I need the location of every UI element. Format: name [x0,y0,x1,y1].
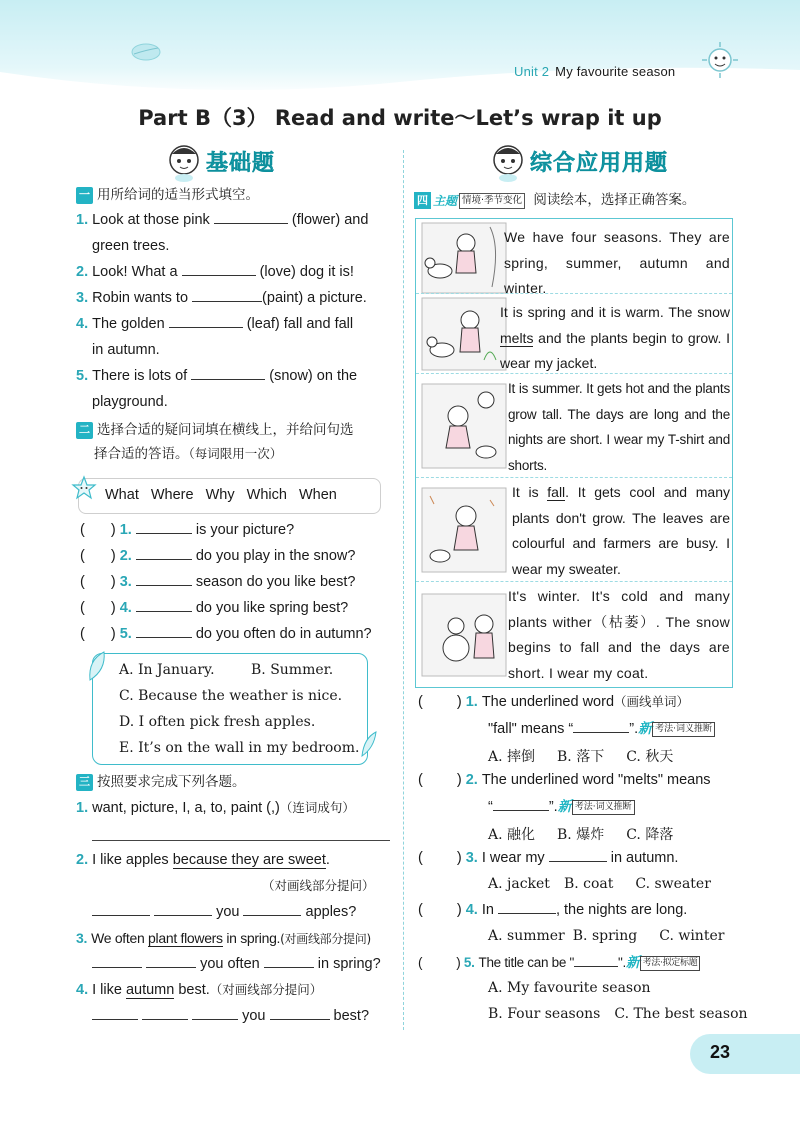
baby-mascot-icon [488,140,528,182]
illustration-spring [420,294,508,374]
q2-item-2: ( ) 2. do you play in the snow? [80,548,356,564]
q3-item-1: 1. want, picture, I, a, to, paint (,)（连词成句） [76,800,355,816]
story-text-2-b: and the plants begin to grow. I wear my jacket. [500,329,730,371]
q3-item-2-note: （对画线部分提问） [262,878,375,893]
column-divider [403,150,404,1030]
q3-instruction: 三 按照要求完成下列各题。 [76,772,246,792]
q1-blank-3[interactable] [192,288,262,302]
q4-item-1-cont: "fall" means “ ”.新 考法·词义推断 [488,718,715,739]
q2-option-a: A. In January. [119,662,215,678]
q2-blank-2[interactable] [136,546,192,560]
q1-item-1-cont: green trees. [92,238,170,254]
q1-item-5-cont: playground. [92,394,168,410]
q4-instruction: 四 主题 情境·季节变化 阅读绘本，选择正确答案。 [414,190,695,210]
q2-item-1: ( ) 1. is your picture? [80,522,295,538]
leaf-icon [86,650,108,682]
unit-title [514,64,675,79]
sun-mascot-icon [700,40,740,80]
new-mark: 新 [638,720,653,736]
q3-item-4-answer: you best? [92,1006,369,1026]
q1-instruction: 一 用所给词的适当形式填空。 [76,185,259,205]
q2-instruction-cont: 择合适的答语。（每词限用一次） [94,446,283,462]
q4-item-2-cont: “ ”.新 考法·词义推断 [488,796,635,817]
q2-option-d: D. I often pick fresh apples. [119,714,316,730]
leaf-icon [128,40,164,64]
q3-item-3-answer: you often in spring? [92,954,381,974]
underlined-melts: melts [500,329,534,346]
q1-item-1: 1. Look at those pink (flower) and [76,212,369,228]
page-number: 23 [709,1042,730,1062]
section-title-basic: 基础题 [206,150,276,176]
q2-instruction: 二 选择合适的疑问词填在横线上，并给问句选 [76,420,354,440]
picture-book [415,218,733,688]
illustration-fall [420,486,508,574]
q2-options-box [92,653,368,765]
q4-item-1: ( ) 1. The underlined word（画线单词） [418,694,690,710]
section-header-applied [488,140,668,182]
q1-blank-5[interactable] [191,366,265,380]
q3-badge: 三 [76,774,93,791]
story-text-4: It is fall. It gets cool and many plants don't grow. The leaves are colourful and farmers are busy. I wear my sweater. [512,484,730,577]
q2-blank-4[interactable] [136,598,192,612]
q1-blank-1[interactable] [214,210,288,224]
q1-item-2: 2. Look! What a (love) dog it is! [76,264,354,280]
q2-option-e: E. It’s on the wall in my bedroom. [119,740,360,756]
q2-blank-1[interactable] [136,520,192,534]
story-panel-5 [416,581,732,687]
story-text-5: It's winter. It's cold and many plants wither（枯萎）. The snow begins to fall and the days are short. I wear my coat. [508,588,730,681]
section-header-basic [164,140,275,182]
leaf-icon [360,730,378,758]
q4-item-5-option-a: A. My favourite season [488,980,651,996]
illustration-winter [420,592,508,678]
q2-item-5: ( ) 5. do you often do in autumn? [80,626,372,642]
word-bank: What Where Why Which When [105,487,337,503]
q2-blank-3[interactable] [136,572,192,586]
story-text-2 [500,300,730,377]
star-icon [71,475,97,501]
q3-item-2-answer: you apples? [92,902,356,922]
q4-item-5: ( ) 5. The title can be " ".新 考法·拟定标题 [418,952,700,973]
underlined-fall: fall [547,484,566,500]
section-title-applied: 综合应用用题 [530,150,669,176]
page-number-tab [690,1034,800,1074]
q2-blank-5[interactable] [136,624,192,638]
baby-mascot-icon [164,140,204,182]
q2-option-b: B. Summer. [251,662,334,678]
q1-blank-2[interactable] [182,262,256,276]
q1-item-4: 4. The golden (leaf) fall and fall [76,316,354,332]
story-text-3: It is summer. It gets hot and the plants grow tall. The days are long and the nights are short. I wear my T-shirt and shorts. [508,381,730,473]
unit-label: Unit 2 [514,64,550,79]
story-text-2-a: It is spring and it is warm. The snow [500,304,730,320]
q2-option-c: C. Because the weather is nice. [119,688,343,704]
q1-badge: 一 [76,187,93,204]
story-panel-4 [416,477,732,581]
word-bank-box [78,478,381,514]
story-panel-3 [416,373,732,477]
header-wave [0,52,800,102]
q3-item-3: 3. We often plant flowers in spring.(对画线部分提问) [76,930,371,946]
q1-item-5: 5. There is lots of (snow) on the [76,368,358,384]
story-text-1: We have four seasons. They are spring, summer, autumn and winter. [504,229,730,296]
q4-item-2-options: A. 融化 B. 爆炸 C. 降落 [488,827,674,843]
q2-badge: 二 [76,422,93,439]
q4-item-1-options: A. 摔倒 B. 落下 C. 秋天 [488,749,674,765]
q3-item-4: 4. I like autumn best.（对画线部分提问） [76,982,323,998]
q4-item-2: ( ) 2. The underlined word "melts" means [418,772,711,788]
illustration-girl-dog [420,217,508,297]
page-title: Part B（3） Read and write～Let’s wrap it up [138,106,662,130]
q4-item-4: ( ) 4. In , the nights are long. [418,902,688,918]
q3-item-2: 2. I like apples because they are sweet. [76,852,330,868]
q2-item-3: ( ) 3. season do you like best? [80,574,356,590]
q2-item-4: ( ) 4. do you like spring best? [80,600,349,616]
q1-item-4-cont: in autumn. [92,342,160,358]
story-panel-1 [416,219,732,296]
q4-item-5-options-bc: B. Four seasons C. The best season [488,1006,748,1022]
unit-name: My favourite season [555,64,676,79]
q1-item-3: 3. Robin wants to (paint) a picture. [76,290,367,306]
illustration-summer [420,382,508,470]
q3-answer-line-1[interactable] [92,840,390,841]
q4-item-3-options: A. jacket B. coat C. sweater [488,876,711,892]
q4-item-3: ( ) 3. I wear my in autumn. [418,850,679,866]
q1-blank-4[interactable] [169,314,243,328]
story-panel-2 [416,293,732,373]
q4-badge: 四 主题 情境·季节变化 [414,192,525,209]
q4-item-4-options: A. summer B. spring C. winter [488,928,725,944]
